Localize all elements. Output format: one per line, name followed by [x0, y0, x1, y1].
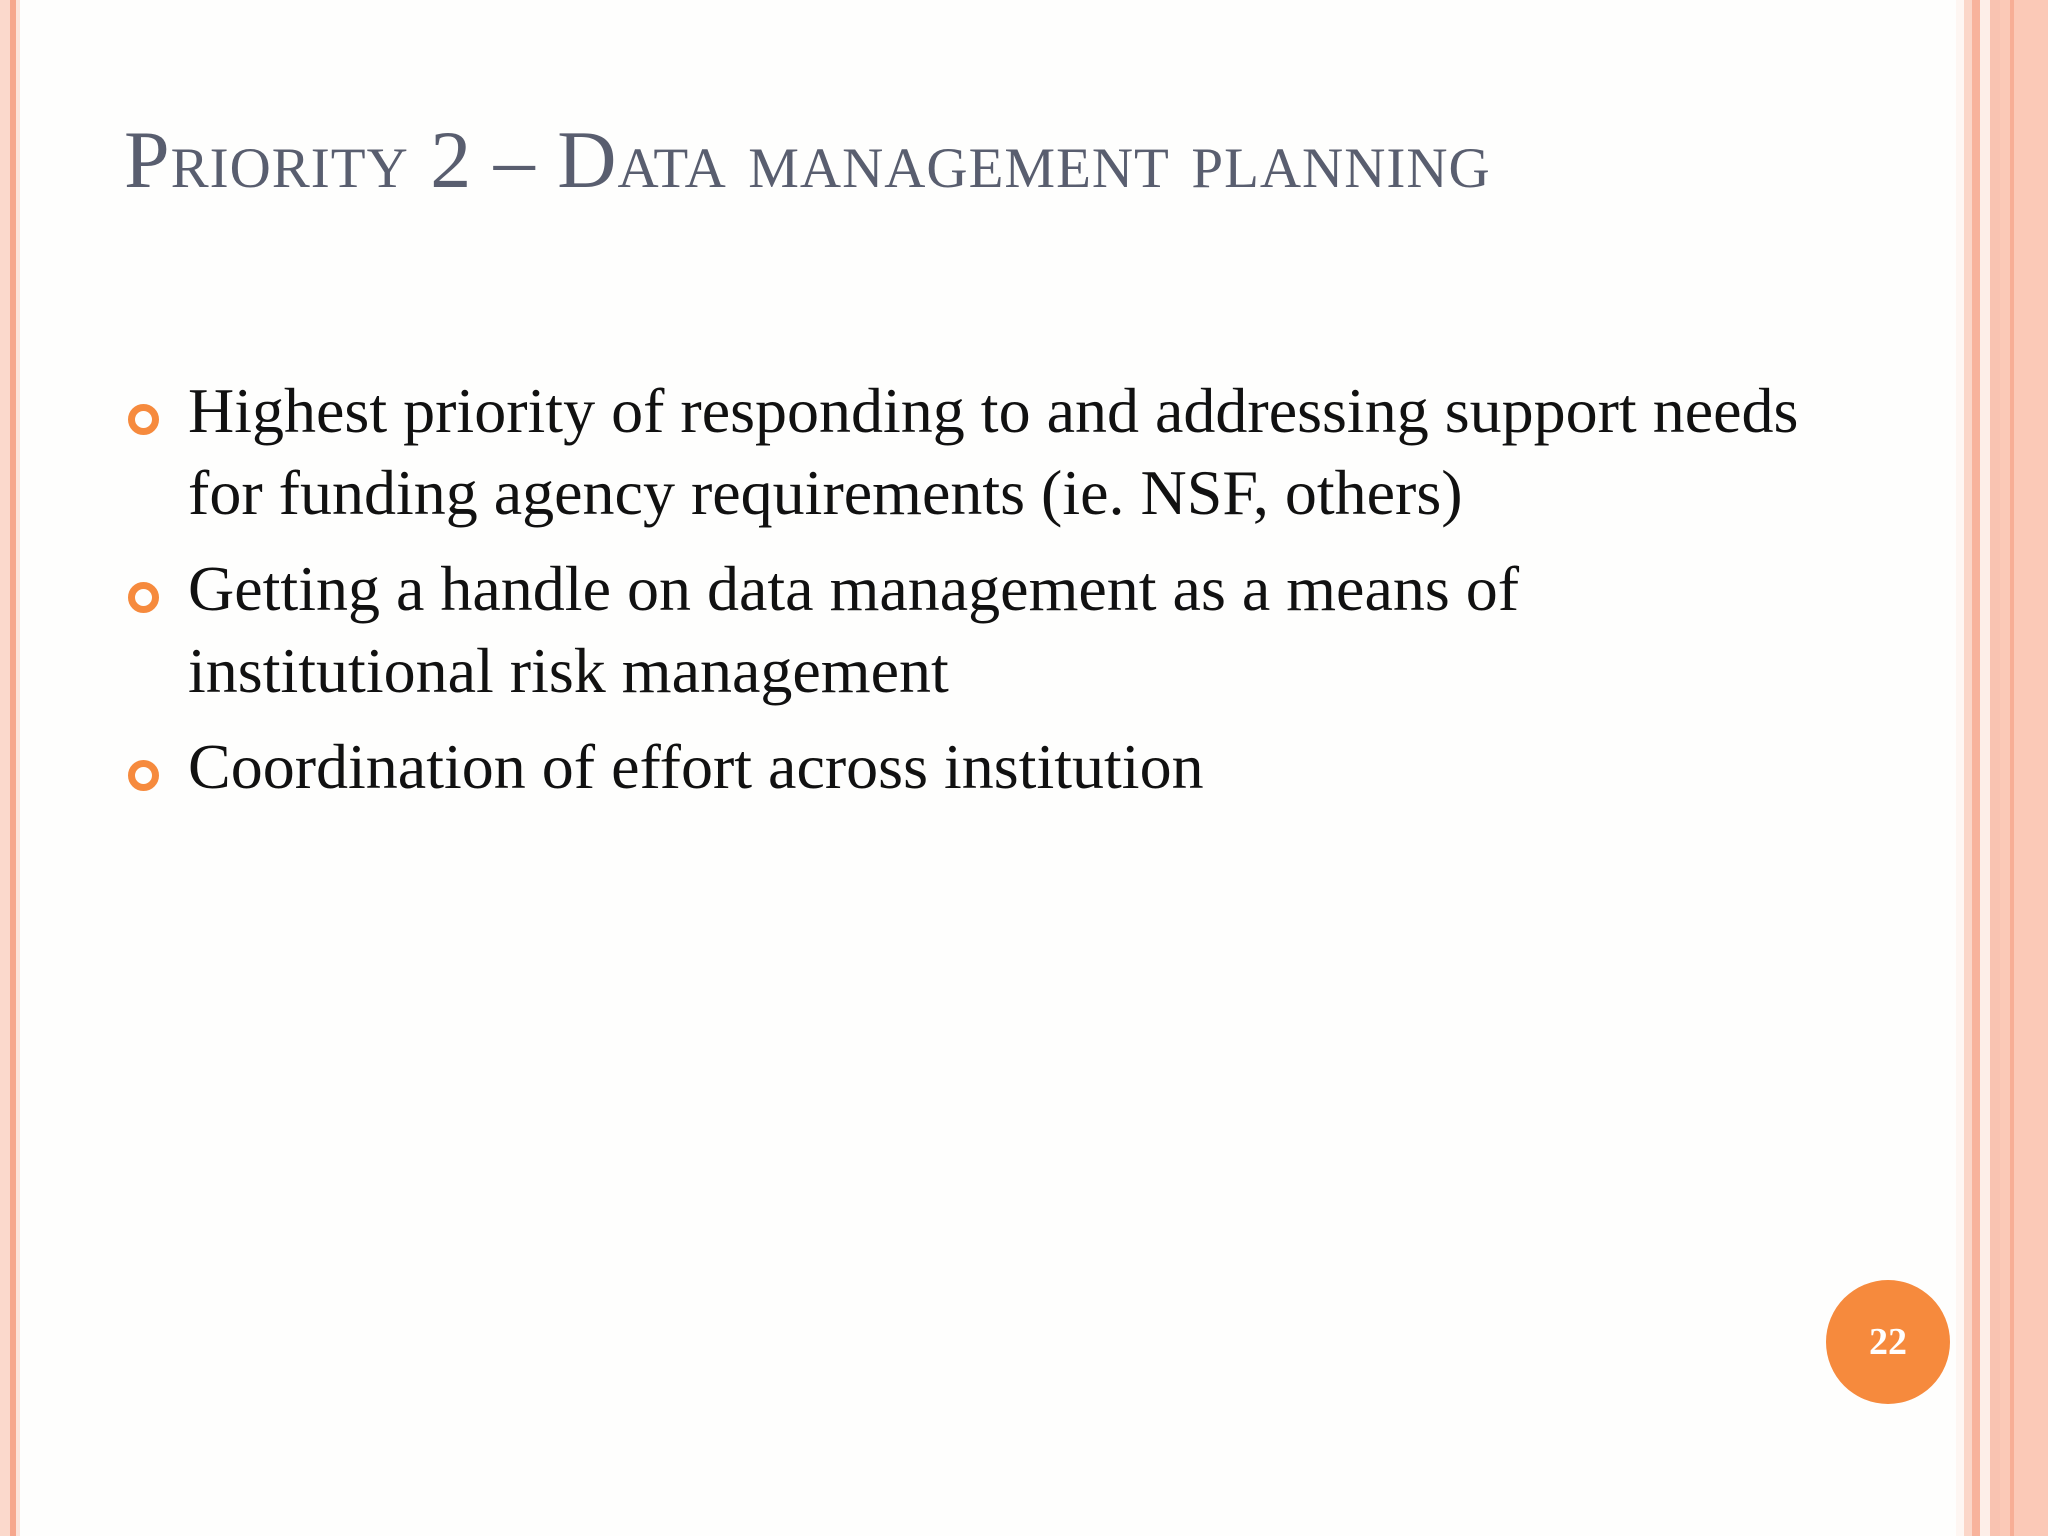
bullet-item: [124, 548, 1804, 712]
right-border-stripe: [1956, 0, 1964, 1536]
bullet-text: Getting a handle on data management as a means of institutional risk management: [188, 553, 1520, 706]
right-border-stripe: [1980, 0, 1990, 1536]
right-border-stripe: [1990, 0, 2000, 1536]
hollow-circle-bullet-icon: [128, 760, 159, 791]
slide-title: Priority 2 – Data management planning: [124, 114, 1491, 205]
right-border-stripe: [1964, 0, 1972, 1536]
page-number-badge: 22: [1826, 1280, 1950, 1404]
bullet-item: [124, 370, 1804, 534]
bullet-text: Coordination of effort across institution: [188, 731, 1204, 802]
left-border-stripe: [16, 0, 20, 1536]
bullet-item: [124, 726, 1804, 808]
right-border-stripe: [1972, 0, 1980, 1536]
right-border-stripe: [2000, 0, 2048, 1536]
bullet-list: [124, 370, 1804, 822]
hollow-circle-bullet-icon: [128, 582, 159, 613]
right-border-stripe: [2010, 0, 2014, 1536]
hollow-circle-bullet-icon: [128, 404, 159, 435]
bullet-text: Highest priority of responding to and addressing support needs for funding agency requirements (ie. NSF, others): [188, 375, 1799, 528]
left-border-stripe: [0, 0, 10, 1536]
